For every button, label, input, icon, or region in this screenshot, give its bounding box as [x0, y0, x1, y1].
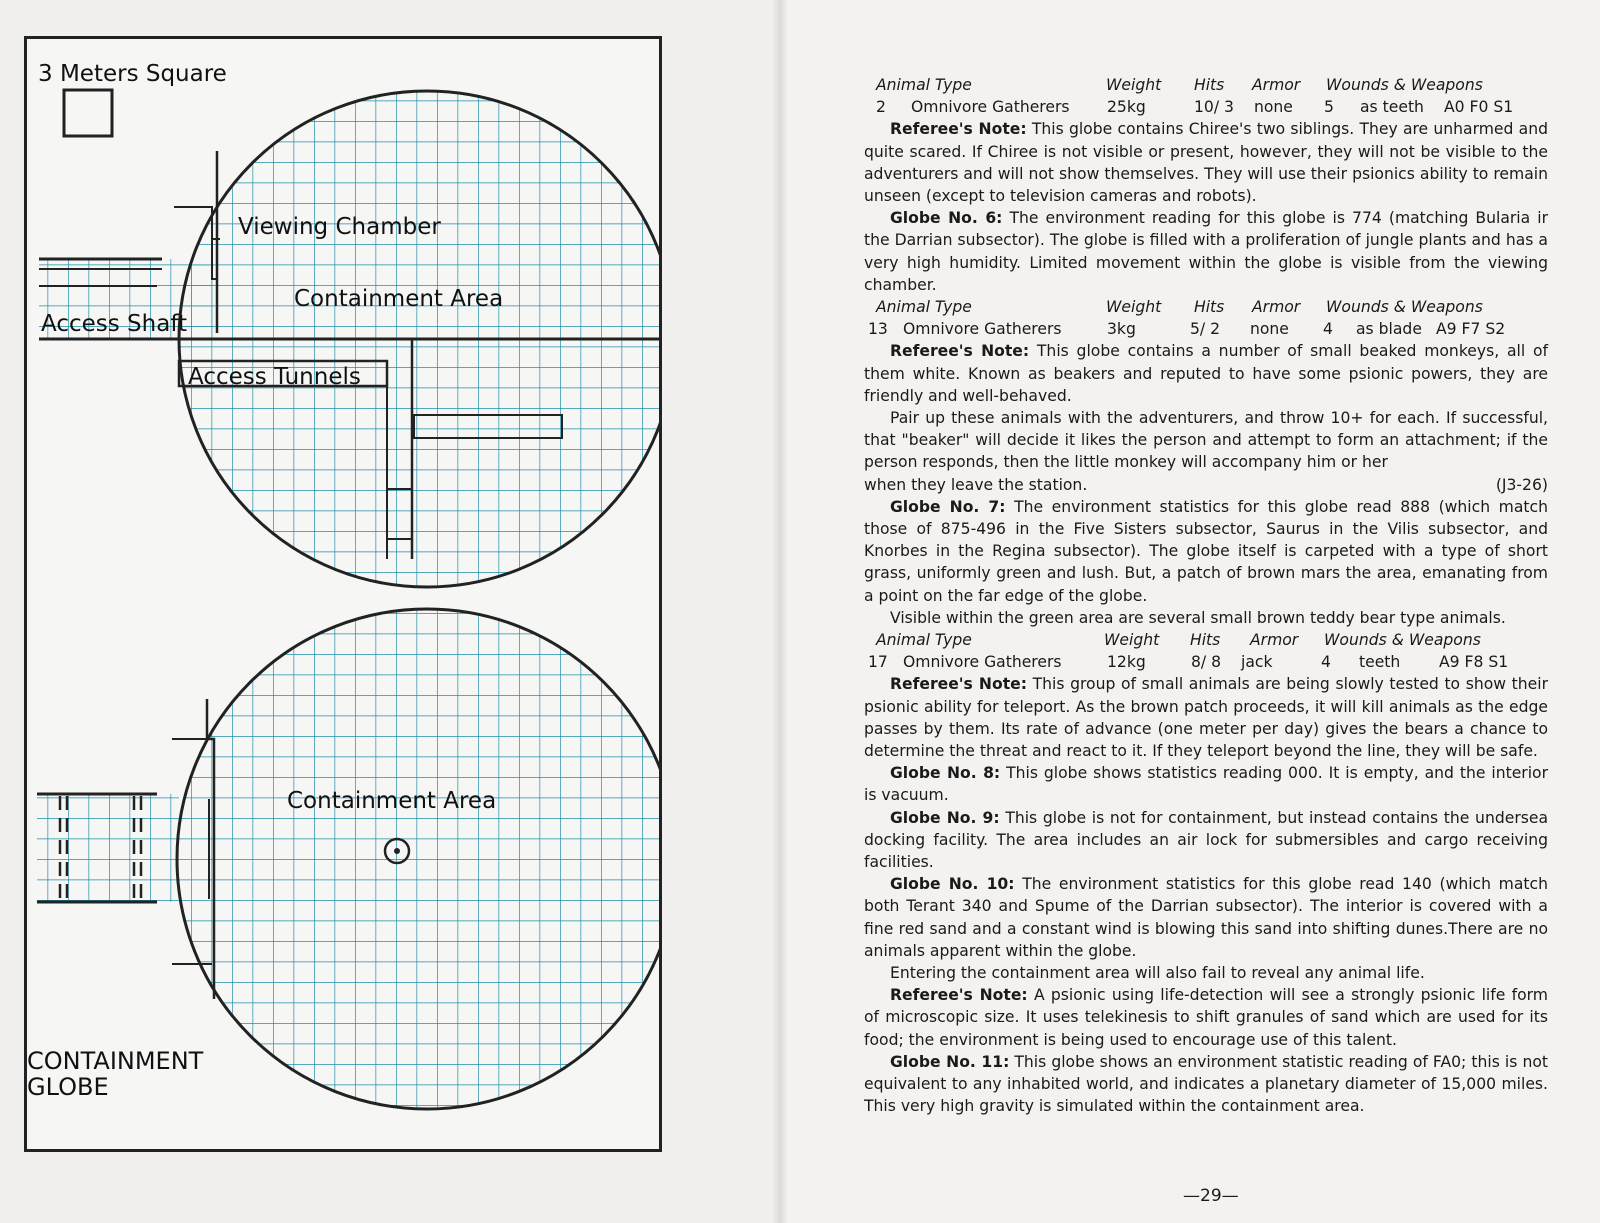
containment-globe-map [24, 36, 662, 1152]
paragraph: Globe No. 8: This globe shows statistics reading 000. It is empty, and the interior is vacuum. [864, 764, 1548, 805]
page-number: —29— [1183, 1186, 1239, 1206]
bottom-globe [37, 609, 659, 1119]
table-row: 17 Omnivore Gatherers 12kg 8/ 8 jack 4 teeth A9 F8 S1 [868, 653, 1509, 672]
access-shaft-label: Access Shaft [41, 311, 188, 337]
table-header: Animal Type Weight Hits Armor Wounds & Weapons [876, 76, 1483, 94]
scale-label: 3 Meters Square [38, 61, 227, 87]
paragraph: Pair up these animals with the adventurers, and throw 10+ for each. If successful, that "beaker" will decide it likes the person and attempt to form an attachment; if the person responds, then the little monkey will accompany him or her [864, 408, 1548, 472]
paragraph: Globe No. 7: The environment statistics for this globe read 888 (which match those of 875-496 in the Five Sisters subsector, Saurus in the Vilis subsector, and Knorbes in the Regina subsector). The globe itself is carpeted with a type of short grass, uniformly green and lush. But, a patch of brown mars the area, emanating from a point on the far edge of the globe. [864, 497, 1548, 605]
map-drawing [27, 39, 659, 1149]
paragraph: Entering the containment area will also fail to reveal any animal life. [890, 964, 1425, 983]
page-text [864, 74, 1548, 1117]
caption-line-2: GLOBE [27, 1073, 109, 1101]
table-header: Animal Type Weight Hits Armor Wounds & Weapons [876, 631, 1481, 650]
paragraph: Globe No. 6: The environment reading for this globe is 774 (matching Bularia ir the Darrian subsector). The globe is filled with a proliferation of jungle plants and has a very high humidity. Limited movement within the globe is visible from the viewing chamber. [864, 209, 1548, 294]
bottom-access-corridor [37, 794, 179, 902]
bottom-globe-grid-fill [177, 609, 659, 1119]
caption-line-1: CONTAINMENT [27, 1047, 204, 1075]
paragraph: Referee's Note: This group of small animals are being slowly tested to show their psionic ability for teleport. As the brown patch proceeds, it will kill animals as the edge passes by them. Its rate of advance (one meter per day) gives the bears a chance to determine the threat and react to it. If they teleport beyond the line, they will be safe. [864, 675, 1548, 760]
containment-area-label-top: Containment Area [294, 286, 504, 312]
paragraph: Visible within the green area are several small brown teddy bear type animals. [890, 608, 1506, 627]
table-header: Animal Type Weight Hits Armor Wounds & Weapons [876, 298, 1483, 316]
book-gutter [772, 0, 788, 1223]
paragraph: Referee's Note: This globe contains a number of small beaked monkeys, all of them white. Known as beakers and reputed to have some psionic powers, they are friendly and well-behaved. [864, 342, 1548, 405]
paragraph-last-line: when they leave the station. (J3-26) [864, 475, 1548, 494]
table-row: 2 Omnivore Gatherers 25kg 10/ 3 none 5 as teeth A0 F0 S1 [876, 98, 1514, 117]
paragraph: Referee's Note: This globe contains Chiree's two siblings. They are unharmed and quite scared. If Chiree is not visible or present, however, they will not be visible to the adventurers and will not show themselves. They will use their psionics ability to remain unseen (except to television cameras and robots). [864, 120, 1548, 205]
containment-area-label-bottom: Containment Area [287, 788, 497, 814]
paragraph: Globe No. 9: This globe is not for containment, but instead contains the undersea docking facility. The area includes an air lock for submersibles and cargo receiving facilities. [864, 808, 1549, 872]
access-tunnels-label: Access Tunnels [188, 364, 361, 390]
paragraph: Referee's Note: A psionic using life-detection will see a strongly psionic life form of microscopic size. It uses telekinesis to shift granules of sand which are used for its food; the environment is being used to encourage use of this talent. [864, 986, 1548, 1049]
paragraph: Globe No. 11: This globe shows an environment statistic reading of FA0; this is not equivalent to any inhabited world, and indicates a planetary diameter of 15,000 miles. This very high gravity is simulated within the containment area. [864, 1052, 1548, 1116]
paragraph: Globe No. 10: The environment statistics for this globe read 140 (which match both Terant 340 and Spume of the Darrian subsector). The interior is covered with a fine red sand and a constant wind is blowing this sand into shifting dunes.There are no animals apparent within the globe. [864, 875, 1548, 960]
scale-square [64, 90, 112, 136]
top-globe [39, 89, 659, 589]
table-row: 13 Omnivore Gatherers 3kg 5/ 2 none 4 as blade A9 F7 S2 [868, 320, 1506, 339]
viewing-chamber-label: Viewing Chamber [238, 214, 441, 240]
